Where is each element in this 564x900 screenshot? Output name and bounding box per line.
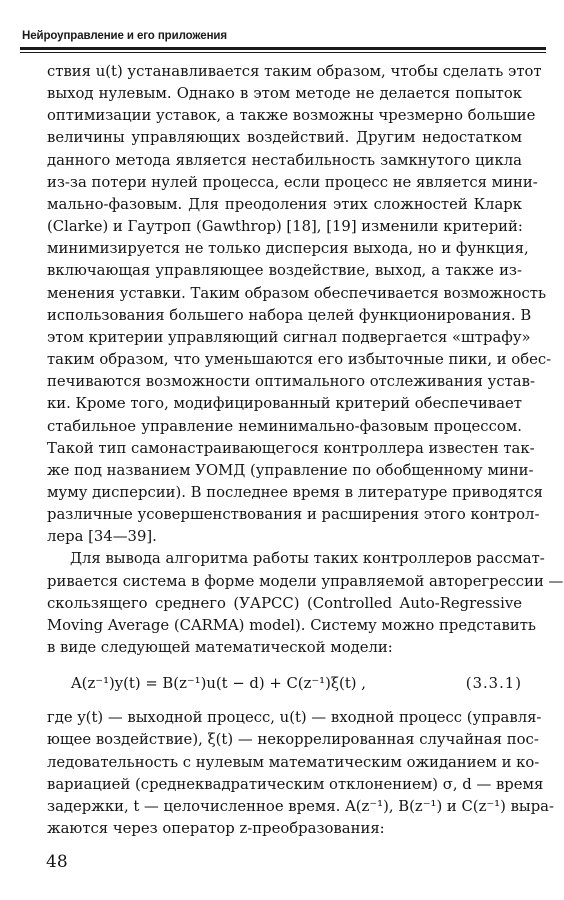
text-line: различные усовершенствования и расширения этого контрол- <box>47 506 540 524</box>
text-line: ривается система в форме модели управляемой авторегрессии — <box>47 572 564 590</box>
text-line: в виде следующей математической модели: <box>47 639 393 657</box>
text-line: Для вывода алгоритма работы таких контроллеров рассмат- <box>70 550 545 568</box>
text-line: этом критерии управляющий сигнал подвергается «штрафу» <box>47 328 531 346</box>
header-rule-thin <box>20 52 546 53</box>
text-line: оптимизации уставок, а также возможны чрезмерно большие <box>47 107 536 125</box>
text-line: ки. Кроме того, модифицированный критерий обеспечивает <box>47 395 522 413</box>
text-line: величины управляющих воздействий. Другим недостатком <box>47 129 522 147</box>
text-line: жаются через оператор z-преобразования: <box>47 820 385 837</box>
text-line: включающая управляющее воздействие, выход, а также из- <box>47 262 522 280</box>
text-line: мально-фазовым. Для преодоления этих сложностей Кларк <box>47 195 522 213</box>
text-line: лера [34—39]. <box>47 528 157 546</box>
text-line: скользящего среднего (УАРСС) (Controlled Auto-Regressive <box>47 594 522 612</box>
text-line: стабильное управление неминимально-фазовым процессом. <box>47 417 522 435</box>
text-line: задержки, t — целочисленное время. A(z⁻¹), B(z⁻¹) и C(z⁻¹) выра- <box>47 797 554 815</box>
text-line: ствия u(t) устанавливается таким образом, чтобы сделать этот <box>47 63 542 80</box>
text-line: (Clarke) и Гаутроп (Gawthrop) [18], [19] изменили критерий: <box>47 218 523 236</box>
text-line: менения уставки. Таким образом обеспечивается возможность <box>47 284 546 302</box>
text-line: выход нулевым. Однако в этом методе не делается попыток <box>47 85 522 103</box>
text-line: вариацией (среднеквадратическим отклонением) σ, d — время <box>47 775 544 793</box>
text-line: из-за потери нулей процесса, если процесс не является мини- <box>47 173 538 191</box>
text-line: таким образом, что уменьшаются его избыточные пики, и обес- <box>47 351 552 369</box>
body-text <box>47 61 564 840</box>
text-line: Такой тип самонастраивающегося контроллера известен так- <box>47 439 535 457</box>
equation-expression: A(z⁻¹)y(t) = B(z⁻¹)u(t − d) + C(z⁻¹)ξ(t) , <box>71 675 366 693</box>
paragraph-3 <box>47 707 554 840</box>
page-number: 48 <box>46 852 68 872</box>
text-line: минимизируется не только дисперсия выхода, но и функция, <box>47 240 529 258</box>
header-rule-thick <box>20 47 546 50</box>
paragraph-1 <box>47 61 552 548</box>
text-line: же под названием УОМД (управление по обобщенному мини- <box>47 461 534 479</box>
text-line: данного метода является нестабильность замкнутого цикла <box>47 151 522 169</box>
paragraph-2 <box>47 548 564 659</box>
text-line: использования большего набора целей функционирования. В <box>47 306 532 324</box>
text-line: ледовательность с нулевым математическим ожиданием и ко- <box>47 753 540 771</box>
text-line: печиваются возможности оптимального отслеживания устав- <box>47 373 535 391</box>
equation-3-3-1 <box>47 673 522 699</box>
text-line: где y(t) — выходной процесс, u(t) — входной процесс (управля- <box>47 709 542 727</box>
text-line: Moving Average (CARMA) model). Систему можно представить <box>47 616 536 634</box>
text-line: ющее воздействие), ξ(t) — некоррелированная случайная пос- <box>47 731 539 749</box>
running-title: Нейроуправление и его приложения <box>22 30 228 42</box>
equation-spacer <box>47 659 522 673</box>
equation-number: (3.3.1) <box>465 675 522 693</box>
text-line: муму дисперсии). В последнее время в литературе приводятся <box>47 483 543 501</box>
